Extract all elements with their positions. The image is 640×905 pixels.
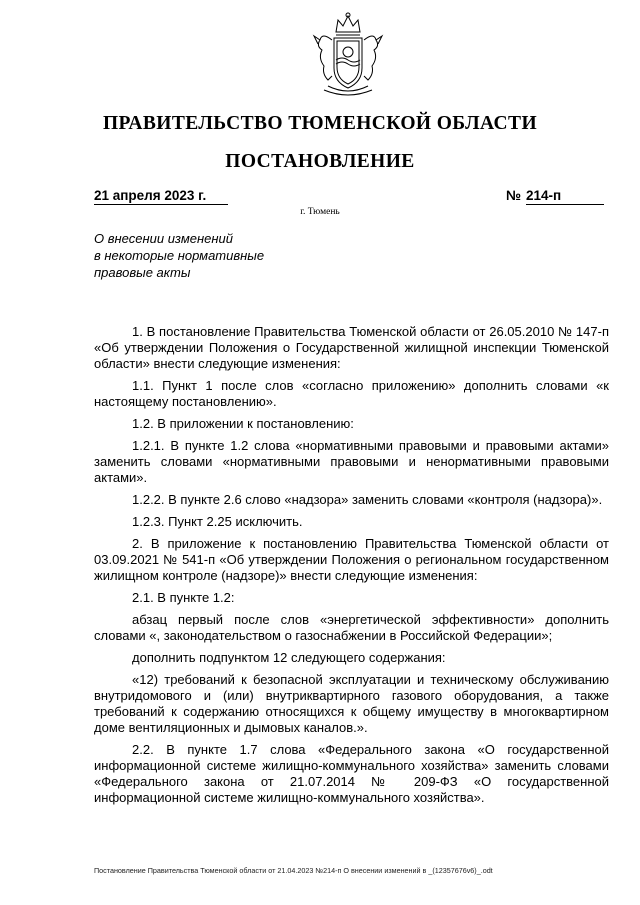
body-paragraph: 2.2. В пункте 1.7 слова «Федерального закона «О государственной информационной системе жилищно-коммунального хозяйства» заменить словами «Федерального закона от 21.07.2014 № 209-ФЗ «О государственной информационной системе жилищно-коммунального хозяйства». bbox=[94, 742, 609, 805]
page-footer: Постановление Правительства Тюменской области от 21.04.2023 №214-п О внесении изменений в _(12357676v6)_.odt bbox=[94, 866, 493, 875]
body-paragraph: 1.2.1. В пункте 1.2 слова «нормативными правовыми и правовыми актами» заменить словами «нормативными правовыми и ненормативными правовыми актами». bbox=[94, 438, 609, 485]
body-paragraph: «12) требований к безопасной эксплуатации и техническому обслуживанию внутридомового и (или) внутриквартирного газового оборудования, а также требований к содержанию относящихся к общему имуществу в многоквартирном доме вентиляционных и дымовых каналов.». bbox=[94, 672, 609, 735]
body-paragraph: 1.1. Пункт 1 после слов «согласно приложению» дополнить словами «к настоящему постановлению». bbox=[94, 378, 609, 409]
document-number: 214-п bbox=[526, 188, 604, 205]
body-paragraph: 1.2.3. Пункт 2.25 исключить. bbox=[132, 514, 303, 529]
body-paragraph: 2.1. В пункте 1.2: bbox=[132, 590, 235, 605]
government-name: ПРАВИТЕЛЬСТВО ТЮМЕНСКОЙ ОБЛАСТИ bbox=[102, 113, 538, 134]
document-number-label: № bbox=[506, 188, 522, 203]
subject-line: О внесении изменений bbox=[94, 231, 233, 246]
tyumen-coat-of-arms-icon bbox=[298, 10, 398, 102]
document-date: 21 апреля 2023 г. bbox=[94, 188, 228, 205]
document-subject bbox=[94, 230, 314, 281]
body-paragraph: абзац первый после слов «энергетической эффективности» дополнить словами «, законодательством о газоснабжении в Российской Федерации»; bbox=[94, 612, 609, 643]
subject-line: в некоторые нормативные bbox=[94, 248, 265, 263]
document-kind: ПОСТАНОВЛЕНИЕ bbox=[225, 151, 415, 172]
document-city: г. Тюмень bbox=[300, 207, 340, 217]
body-paragraph: дополнить подпунктом 12 следующего содержания: bbox=[132, 650, 446, 665]
document-body bbox=[94, 324, 609, 812]
body-paragraph: 2. В приложение к постановлению Правительства Тюменской области от 03.09.2021 № 541-п «Об утверждении Положения о региональном государственном жилищном контроле (надзоре)» внести следующие изменения: bbox=[94, 536, 609, 583]
body-paragraph: 1.2.2. В пункте 2.6 слово «надзора» заменить словами «контроля (надзора)». bbox=[132, 492, 603, 507]
body-paragraph: 1. В постановление Правительства Тюменской области от 26.05.2010 № 147-п «Об утверждении Положения о Государственной жилищной инспекции Тюменской области» внести следующие изменения: bbox=[94, 324, 609, 371]
subject-line: правовые акты bbox=[94, 265, 191, 280]
body-paragraph: 1.2. В приложении к постановлению: bbox=[132, 416, 354, 431]
